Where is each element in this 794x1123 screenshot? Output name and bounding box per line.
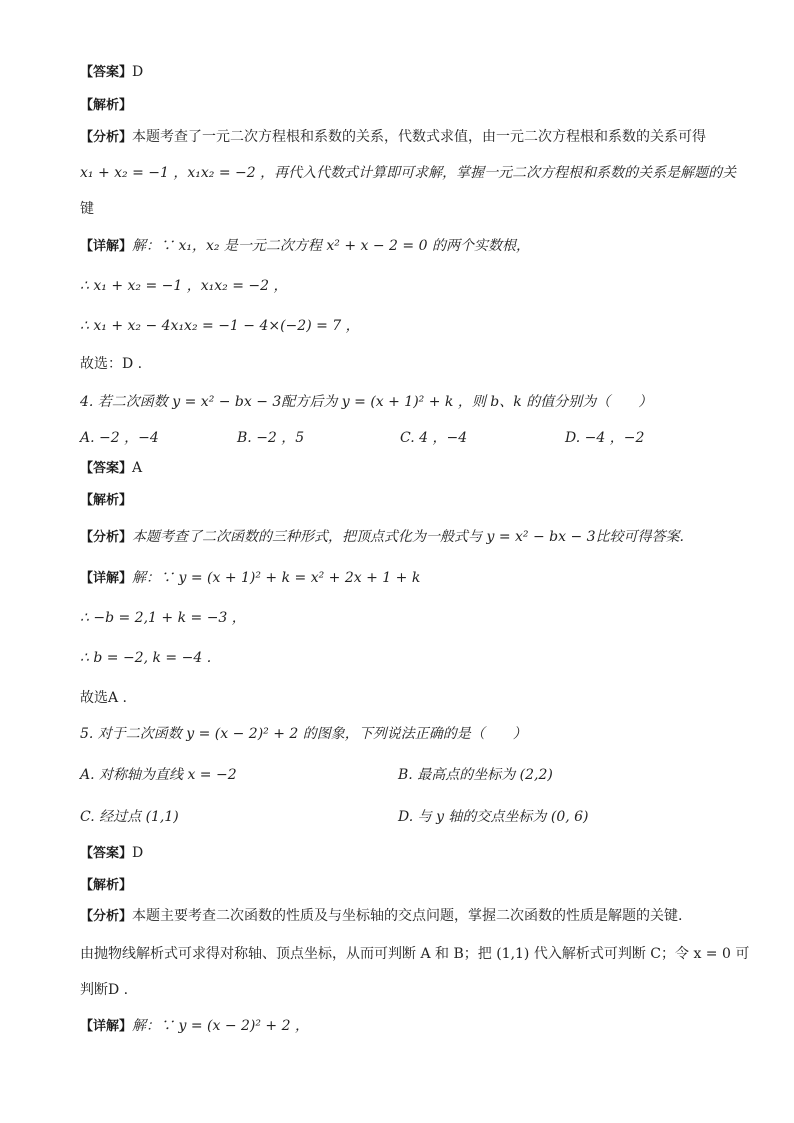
answer-label: 【答案】	[80, 846, 133, 861]
solution-step: ∴ −b = 2,1 + k = −3 ，	[80, 610, 246, 626]
analysis-text-cont: 由抛物线解析式可求得对称轴、顶点坐标，从而可判断 A 和 B；把 (1,1) 代入解析式可判断 C；令 x = 0 可	[80, 946, 750, 962]
analysis-heading	[80, 95, 132, 116]
option-b: B. −2 ，5	[237, 430, 305, 446]
solution-step: ∴ b = −2, k = −4 .	[80, 650, 212, 666]
detail-label: 【详解】	[80, 571, 133, 586]
analysis-line	[80, 527, 684, 548]
conclusion-line: 故选A .	[80, 690, 128, 706]
detail-line	[80, 568, 420, 589]
detail-line	[80, 1016, 309, 1037]
analysis-label: 【解析】	[80, 493, 133, 508]
detail-label: 【详解】	[80, 239, 133, 254]
option-d: D. 与 y 轴的交点坐标为 (0, 6)	[398, 809, 589, 825]
solution-step: ∴ x₁ + x₂ = −1 ，x₁x₂ = −2 ，	[80, 278, 288, 294]
answer-line-q4	[80, 458, 142, 479]
analysis-text-cont: 判断D .	[80, 982, 129, 998]
analysis-sub-label: 【分析】	[80, 530, 133, 545]
detail-line	[80, 236, 530, 257]
analysis-sub-label: 【分析】	[80, 909, 133, 924]
detail-text: 解：∵ y = (x + 1)² + k = x² + 2x + 1 + k	[132, 570, 421, 586]
answer-label: 【答案】	[80, 461, 133, 476]
analysis-text: 本题考查了二次函数的三种形式，把顶点式化为一般式与 y = x² − bx − 3比较可得答案.	[132, 529, 684, 545]
option-c: C. 经过点 (1,1)	[80, 809, 179, 825]
analysis-text: 本题主要考查二次函数的性质及与坐标轴的交点问题，掌握二次函数的性质是解题的关键.	[132, 908, 683, 924]
answer-label: 【答案】	[80, 65, 133, 80]
analysis-formula-line: x₁ + x₂ = −1 ，x₁x₂ = −2 ，再代入代数式计算即可求解，掌握一元二次方程根和系数的关系是解题的关	[80, 165, 737, 181]
analysis-line	[80, 127, 706, 148]
analysis-heading	[80, 490, 132, 511]
detail-label: 【详解】	[80, 1019, 133, 1034]
analysis-line	[80, 906, 682, 927]
question-5: 5. 对于二次函数 y = (x − 2)² + 2 的图象，下列说法正确的是（ ）	[80, 726, 527, 742]
analysis-heading	[80, 875, 132, 896]
conclusion-line: 故选：D .	[80, 356, 143, 372]
analysis-text-cont: 键	[80, 201, 94, 217]
answer-line-q3	[80, 62, 143, 83]
option-c: C. 4 ，−4	[400, 430, 468, 446]
analysis-label: 【解析】	[80, 98, 133, 113]
detail-text: 解：∵ y = (x − 2)² + 2 ，	[132, 1018, 309, 1034]
answer-value: D	[132, 64, 144, 80]
option-a: A. −2 ，−4	[80, 430, 159, 446]
answer-line-q5	[80, 843, 143, 864]
solution-step: ∴ x₁ + x₂ − 4x₁x₂ = −1 − 4×(−2) = 7 ，	[80, 318, 360, 334]
detail-text: 解：∵ x₁，x₂ 是一元二次方程 x² + x − 2 = 0 的两个实数根，	[132, 238, 530, 254]
question-4: 4. 若二次函数 y = x² − bx − 3配方后为 y = (x + 1)² + k ，则 b、k 的值分别为（ ）	[80, 394, 653, 410]
analysis-text: 本题考查了一元二次方程根和系数的关系，代数式求值，由一元二次方程根和系数的关系可得	[132, 129, 707, 145]
answer-value: A	[132, 460, 143, 476]
option-a: A. 对称轴为直线 x = −2	[80, 767, 237, 783]
analysis-label: 【解析】	[80, 878, 133, 893]
answer-value: D	[132, 845, 144, 861]
option-b: B. 最高点的坐标为 (2,2)	[398, 767, 553, 783]
analysis-sub-label: 【分析】	[80, 130, 133, 145]
option-d: D. −4 ，−2	[565, 430, 645, 446]
